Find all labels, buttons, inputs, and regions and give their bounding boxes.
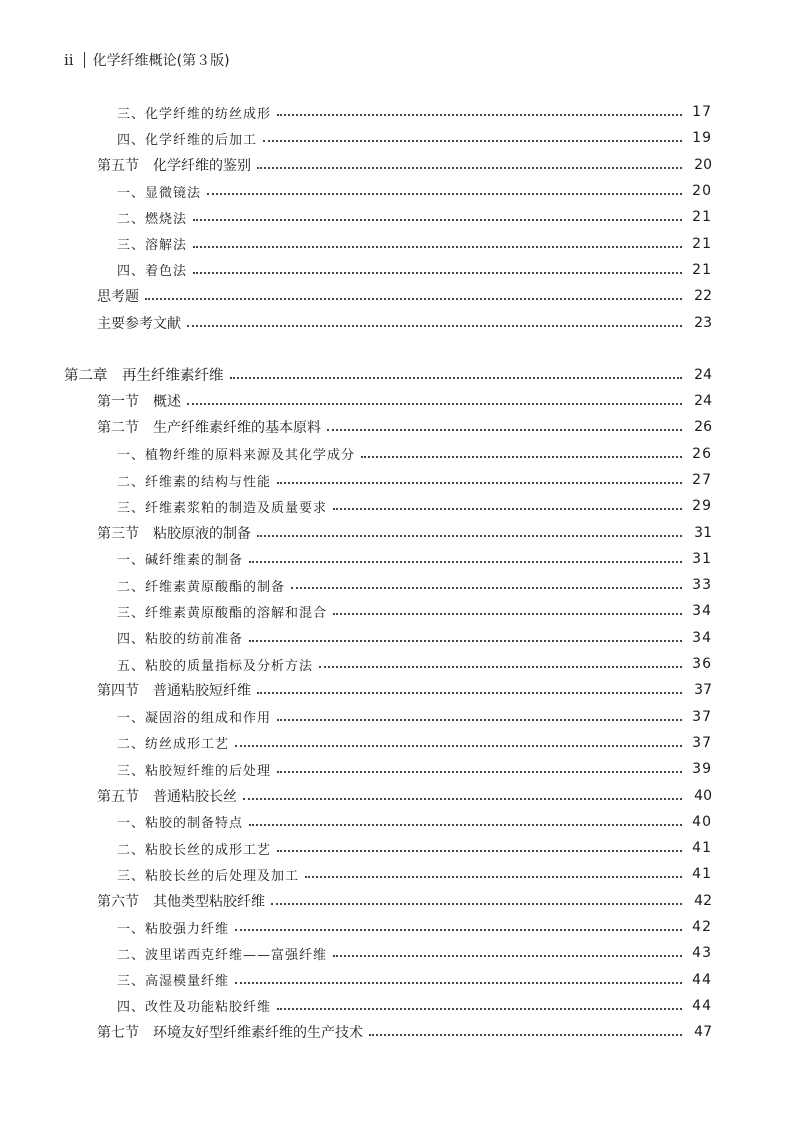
dot-leader [271,903,682,905]
toc-entry-page: 19 [692,130,712,147]
dot-leader [193,272,682,274]
toc-entry-page: 31 [694,524,712,541]
toc-entry-section[interactable] [0,677,800,703]
dot-leader [235,982,682,984]
toc-entry-page: 27 [692,472,712,488]
toc-entry-label: 第七节 环境友好型纤维素纤维的生产技术 [97,1025,363,1042]
dot-leader [369,1034,682,1036]
toc-entry-page: 40 [694,787,712,804]
toc-entry-page: 33 [692,577,712,594]
toc-entry-item[interactable] [0,125,800,151]
toc-entry-page: 39 [692,761,712,778]
toc-entry-section[interactable] [0,1019,800,1045]
toc-entry-label: 第一节 概述 [97,394,181,411]
header-divider [84,52,85,68]
dot-leader [235,929,682,931]
dot-leader [277,114,682,116]
toc-entry-item[interactable] [0,572,800,598]
toc-entry-section[interactable] [0,152,800,178]
dot-leader [291,587,682,589]
dot-leader [319,666,682,668]
toc-entry-section[interactable] [0,519,800,545]
toc-entry-misc[interactable] [0,283,800,309]
toc-entry-label: 三、溶解法 [117,238,188,254]
toc-entry-page: 34 [692,603,712,620]
toc-entry-item[interactable] [0,993,800,1019]
toc-entry-label: 第四节 普通粘胶短纤维 [97,683,251,700]
toc-entry-page: 37 [692,708,712,725]
dot-leader [249,640,682,642]
toc-entry-item[interactable] [0,493,800,519]
toc-entry-label: 思考题 [97,289,139,306]
toc-entry-item[interactable] [0,99,800,125]
dot-leader [249,561,682,563]
toc-entry-item[interactable] [0,467,800,493]
toc-entry-item[interactable] [0,940,800,966]
toc-entry-section[interactable] [0,782,800,808]
toc-entry-label: 五、粘胶的质量指标及分析方法 [117,658,314,674]
dot-leader [235,745,682,747]
toc-entry-page: 31 [692,550,712,567]
dot-leader [263,140,682,142]
toc-entry-label: 一、碱纤维素的制备 [117,553,244,569]
toc-entry-page: 17 [692,104,712,121]
toc-entry-item[interactable] [0,809,800,835]
toc-entry-chapter[interactable] [0,362,800,388]
toc-entry-label: 一、凝固浴的组成和作用 [117,711,272,727]
toc-entry-page: 26 [692,445,712,462]
toc-entry-item[interactable] [0,230,800,256]
toc-entry-section[interactable] [0,414,800,440]
toc-entry-label: 第六节 其他类型粘胶纤维 [97,893,265,910]
toc-entry-page: 44 [692,997,712,1014]
toc-entry-section[interactable] [0,888,800,914]
dot-leader [207,193,682,195]
toc-entry-item[interactable] [0,598,800,624]
dot-leader [277,771,682,773]
toc-entry-page: 26 [694,419,712,436]
dot-leader [145,298,682,300]
table-of-contents [0,99,800,1045]
dot-leader [193,246,682,248]
toc-entry-item[interactable] [0,441,800,467]
toc-entry-misc[interactable] [0,309,800,335]
toc-entry-item[interactable] [0,651,800,677]
dot-leader [277,1008,682,1010]
toc-entry-label: 一、显微镜法 [117,185,202,201]
book-title: 化学纤维概论(第３版) [92,53,230,69]
toc-entry-label: 主要参考文献 [97,315,181,332]
dot-leader [257,692,682,694]
toc-entry-item[interactable] [0,704,800,730]
toc-entry-page: 29 [692,498,712,515]
toc-entry-page: 42 [692,919,712,936]
dot-leader [230,377,683,379]
toc-entry-label: 四、着色法 [117,264,188,280]
toc-entry-label: 三、粘胶长丝的后处理及加工 [117,868,300,884]
dot-leader [187,325,682,327]
toc-entry-label: 三、化学纤维的纺丝成形 [117,106,272,122]
dot-leader [277,719,682,721]
toc-entry-page: 40 [692,813,712,830]
toc-entry-section[interactable] [0,388,800,414]
dot-leader [187,403,682,405]
toc-entry-page: 23 [694,314,712,331]
toc-entry-label: 四、改性及功能粘胶纤维 [117,1000,272,1016]
dot-leader [361,456,682,458]
toc-entry-item[interactable] [0,835,800,861]
dot-leader [277,482,682,484]
toc-entry-page: 34 [692,629,712,646]
dot-leader [333,955,682,957]
toc-entry-page: 41 [692,840,712,857]
toc-entry-label: 第三节 粘胶原液的制备 [97,525,251,542]
toc-entry-page: 44 [692,971,712,988]
toc-entry-label: 第五节 化学纤维的鉴别 [97,157,251,174]
toc-entry-item[interactable] [0,861,800,887]
dot-leader [249,824,682,826]
toc-entry-label: 四、化学纤维的后加工 [117,132,258,148]
dot-leader [333,508,682,510]
toc-entry-item[interactable] [0,914,800,940]
toc-entry-page: 20 [692,183,712,200]
toc-entry-page: 41 [692,866,712,883]
toc-entry-page: 21 [692,209,712,226]
toc-entry-page: 36 [692,656,712,673]
toc-entry-item[interactable] [0,178,800,204]
dot-leader [333,613,682,615]
toc-entry-label: 一、植物纤维的原料来源及其化学成分 [117,448,356,464]
toc-entry-page: 24 [694,366,712,383]
toc-entry-page: 43 [692,945,712,962]
toc-entry-page: 20 [694,156,712,173]
toc-entry-page: 37 [694,682,712,699]
dot-leader [193,219,682,221]
toc-entry-page: 37 [692,734,712,751]
toc-entry-label: 三、粘胶短纤维的后处理 [117,763,272,779]
toc-entry-page: 24 [694,393,712,410]
toc-entry-label: 三、纤维素黄原酸酯的溶解和混合 [117,605,328,621]
toc-entry-item[interactable] [0,257,800,283]
page-header [64,50,230,70]
toc-entry-label: 第五节 普通粘胶长丝 [97,788,237,805]
toc-entry-item[interactable] [0,756,800,782]
dot-leader [277,850,682,852]
toc-entry-label: 二、纤维素的结构与性能 [117,474,272,490]
toc-entry-label: 三、纤维素浆粕的制造及质量要求 [117,500,328,516]
toc-entry-page: 22 [694,288,712,305]
dot-leader [257,535,682,537]
toc-entry-label: 二、粘胶长丝的成形工艺 [117,842,272,858]
page-number: ii [64,51,74,69]
toc-entry-label: 二、燃烧法 [117,211,188,227]
toc-entry-page: 42 [694,892,712,909]
toc-entry-label: 第二章 再生纤维素纤维 [64,368,224,385]
toc-entry-label: 二、纤维素黄原酸酯的制备 [117,579,286,595]
dot-leader [305,876,682,878]
toc-entry-page: 47 [694,1024,712,1041]
toc-entry-item[interactable] [0,204,800,230]
toc-entry-item[interactable] [0,625,800,651]
dot-leader [257,167,682,169]
toc-entry-label: 二、波里诺西克纤维——富强纤维 [117,947,328,963]
toc-entry-label: 二、纺丝成形工艺 [117,737,230,753]
toc-entry-label: 一、粘胶强力纤维 [117,921,230,937]
toc-entry-item[interactable] [0,546,800,572]
dot-leader [327,429,682,431]
toc-entry-page: 21 [692,235,712,252]
toc-entry-item[interactable] [0,967,800,993]
toc-entry-page: 21 [692,261,712,278]
toc-entry-label: 三、高湿模量纤维 [117,974,230,990]
toc-entry-label: 一、粘胶的制备特点 [117,816,244,832]
toc-entry-label: 第二节 生产纤维素纤维的基本原料 [97,420,321,437]
dot-leader [243,798,682,800]
toc-entry-item[interactable] [0,730,800,756]
toc-entry-label: 四、粘胶的纺前准备 [117,632,244,648]
